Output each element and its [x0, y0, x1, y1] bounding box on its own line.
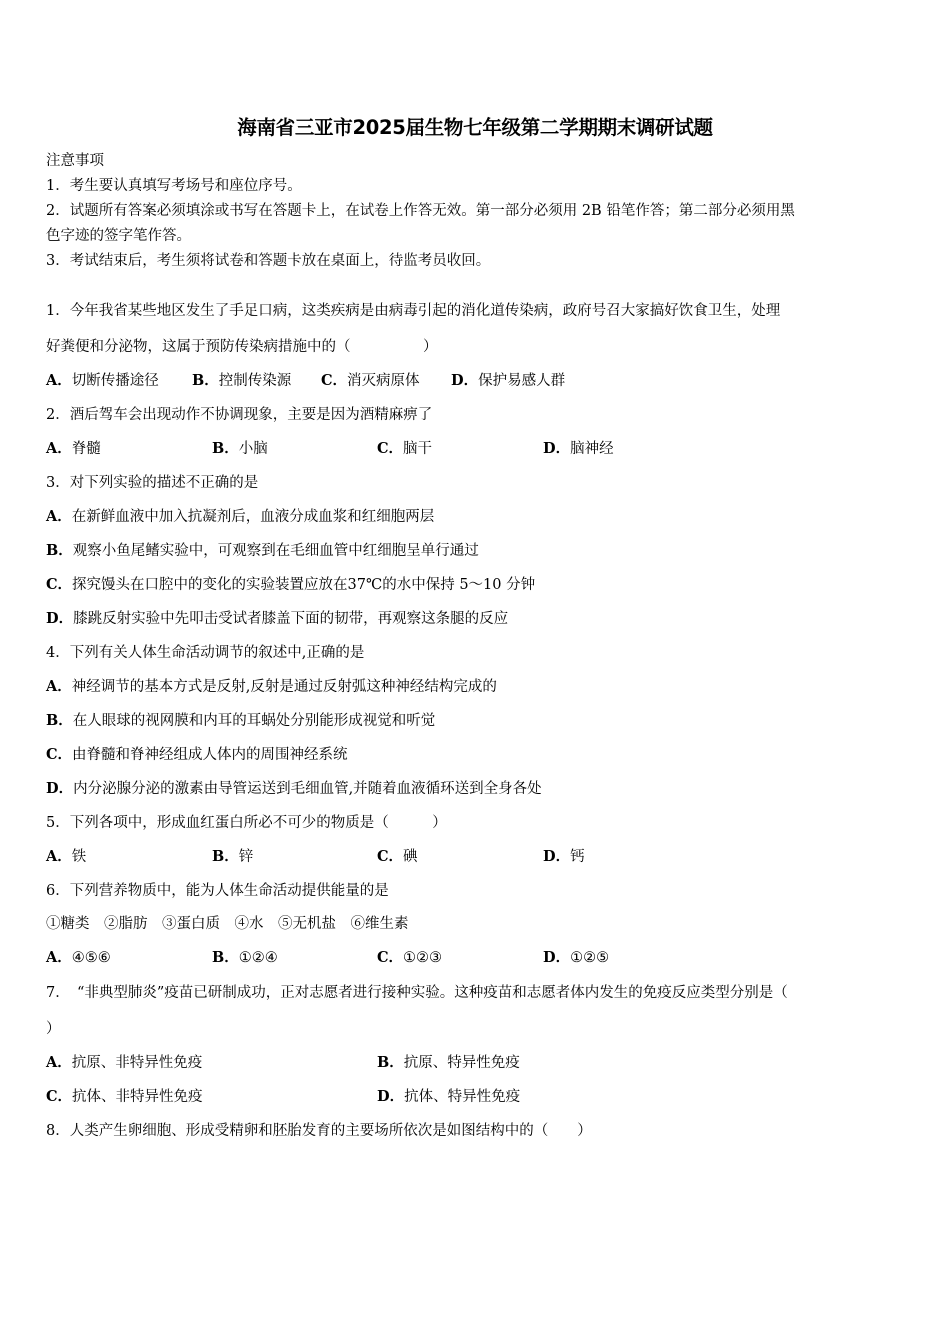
question-7-option-d: D．抗体、特异性免疫	[377, 1088, 521, 1105]
notice-item: 2．试题所有答案必须填涂或书写在答题卡上，在试卷上作答无效。第一部分必须用 2B 铅笔作答；第二部分必须用黑	[46, 203, 795, 219]
question-1-stem: 1．今年我省某些地区发生了手足口病，这类疾病是由病毒引起的消化道传染病，政府号召大家搞好饮食卫生，处理	[46, 303, 781, 319]
question-5-option-d: D．钙	[543, 848, 585, 865]
question-6-option-a: A．④⑤⑥	[46, 949, 111, 966]
question-4-option-b: B．在人眼球的视网膜和内耳的耳蜗处分别能形成视觉和听觉	[46, 712, 436, 729]
question-5-stem: 5．下列各项中，形成血红蛋白所必不可少的物质是（ ）	[46, 815, 447, 831]
question-6-stem: 6．下列营养物质中，能为人体生命活动提供能量的是	[46, 883, 389, 899]
question-7-option-c: C．抗体、非特异性免疫	[46, 1088, 203, 1105]
question-7-stem: 7． “非典型肺炎”疫苗已研制成功，正对志愿者进行接种实验。这种疫苗和志愿者体内发生的免疫反应类型分别是（	[46, 985, 788, 1001]
question-3-option-d: D．膝跳反射实验中先叩击受试者膝盖下面的韧带，再观察这条腿的反应	[46, 610, 509, 627]
question-1-stem: 好粪便和分泌物，这属于预防传染病措施中的（ ）	[46, 339, 438, 355]
page-title: 海南省三亚市2025届生物七年级第二学期期末调研试题	[237, 116, 713, 139]
question-6-option-d: D．①②⑤	[543, 949, 610, 966]
question-1-option-d: D．保护易感人群	[451, 372, 566, 389]
notice-item: 色字迹的签字笔作答。	[46, 228, 191, 244]
question-3-option-b: B．观察小鱼尾鳍实验中，可观察到在毛细血管中红细胞呈单行通过	[46, 542, 479, 559]
question-1-option-b: B．控制传染源	[192, 372, 292, 389]
question-5-option-a: A．铁	[46, 848, 87, 865]
question-6-stem: ①糖类 ②脂肪 ③蛋白质 ④水 ⑤无机盐 ⑥维生素	[46, 916, 409, 932]
question-8-stem: 8．人类产生卵细胞、形成受精卵和胚胎发育的主要场所依次是如图结构中的（ ）	[46, 1123, 592, 1139]
question-2-option-b: B．小脑	[212, 440, 268, 457]
question-4-option-c: C．由脊髓和脊神经组成人体内的周围神经系统	[46, 746, 348, 763]
question-2-stem: 2．酒后驾车会出现动作不协调现象，主要是因为酒精麻痹了	[46, 407, 433, 423]
question-3-option-c: C．探究馒头在口腔中的变化的实验装置应放在37℃的水中保持 5～10 分钟	[46, 576, 536, 593]
question-3-option-a: A．在新鲜血液中加入抗凝剂后，血液分成血浆和红细胞两层	[46, 508, 435, 525]
question-2-option-c: C．脑干	[377, 440, 433, 457]
question-5-option-b: B．锌	[212, 848, 254, 865]
question-7-option-b: B．抗原、特异性免疫	[377, 1054, 520, 1071]
question-6-option-c: C．①②③	[377, 949, 443, 966]
question-3-stem: 3．对下列实验的描述不正确的是	[46, 475, 259, 491]
notice-item: 1．考生要认真填写考场号和座位序号。	[46, 178, 302, 194]
question-1-option-a: A．切断传播途径	[46, 372, 159, 389]
question-1-option-c: C．消灭病原体	[321, 372, 420, 389]
question-4-stem: 4．下列有关人体生命活动调节的叙述中,正确的是	[46, 645, 365, 661]
question-7-option-a: A．抗原、非特异性免疫	[46, 1054, 203, 1071]
question-6-option-b: B．①②④	[212, 949, 278, 966]
question-2-option-a: A．脊髓	[46, 440, 101, 457]
question-5-option-c: C．碘	[377, 848, 418, 865]
question-4-option-d: D．内分泌腺分泌的激素由导管运送到毛细血管,并随着血液循环送到全身各处	[46, 780, 542, 797]
question-4-option-a: A．神经调节的基本方式是反射,反射是通过反射弧这种神经结构完成的	[46, 678, 497, 695]
notice-item: 3．考试结束后，考生须将试卷和答题卡放在桌面上，待监考员收回。	[46, 253, 491, 269]
question-7-stem: ）	[46, 1021, 61, 1037]
notice-heading: 注意事项	[46, 153, 104, 169]
question-2-option-d: D．脑神经	[543, 440, 614, 457]
